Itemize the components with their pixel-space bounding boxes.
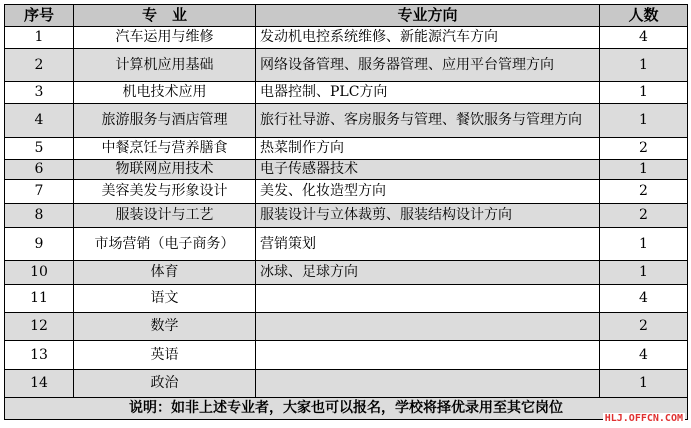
row-direction: 网络设备管理、服务器管理、应用平台管理方向 (256, 49, 600, 82)
row-index: 7 (5, 180, 74, 204)
row-count: 1 (600, 160, 688, 180)
row-major: 物联网应用技术 (74, 160, 256, 180)
row-index: 2 (5, 49, 74, 82)
table-row (5, 204, 688, 228)
table-row (5, 341, 688, 370)
row-count: 2 (600, 313, 688, 341)
table-row (5, 82, 688, 104)
row-direction (256, 341, 600, 370)
row-count: 1 (600, 228, 688, 261)
table-row (5, 370, 688, 398)
row-direction: 服装设计与立体裁剪、服装结构设计方向 (256, 204, 600, 228)
row-major: 中餐烹饪与营养膳食 (74, 138, 256, 160)
row-direction: 美发、化妆造型方向 (256, 180, 600, 204)
row-count: 2 (600, 180, 688, 204)
row-index: 4 (5, 104, 74, 138)
header-index: 序号 (5, 5, 74, 27)
row-major: 英语 (74, 341, 256, 370)
note-row (5, 398, 688, 420)
table-row (5, 261, 688, 285)
row-count: 1 (600, 104, 688, 138)
row-major: 体育 (74, 261, 256, 285)
recruitment-table (4, 4, 688, 420)
row-direction (256, 285, 600, 313)
table-row (5, 49, 688, 82)
site-watermark: HLJ.OFFCN.COM (604, 413, 683, 424)
row-direction (256, 370, 600, 398)
row-major: 数学 (74, 313, 256, 341)
row-major: 政治 (74, 370, 256, 398)
table-row (5, 138, 688, 160)
table-row (5, 104, 688, 138)
table-row (5, 313, 688, 341)
row-count: 2 (600, 138, 688, 160)
row-major: 市场营销（电子商务） (74, 228, 256, 261)
row-direction: 热菜制作方向 (256, 138, 600, 160)
row-major: 计算机应用基础 (74, 49, 256, 82)
row-direction: 营销策划 (256, 228, 600, 261)
row-index: 9 (5, 228, 74, 261)
row-index: 11 (5, 285, 74, 313)
row-major: 美容美发与形象设计 (74, 180, 256, 204)
row-index: 3 (5, 82, 74, 104)
row-index: 1 (5, 27, 74, 49)
row-index: 10 (5, 261, 74, 285)
row-major: 服装设计与工艺 (74, 204, 256, 228)
row-direction (256, 313, 600, 341)
row-index: 8 (5, 204, 74, 228)
row-major: 汽车运用与维修 (74, 27, 256, 49)
header-row (5, 5, 688, 27)
row-direction: 冰球、足球方向 (256, 261, 600, 285)
row-count: 1 (600, 370, 688, 398)
row-direction: 电器控制、PLC方向 (256, 82, 600, 104)
row-count: 2 (600, 204, 688, 228)
table-row (5, 160, 688, 180)
row-count: 4 (600, 285, 688, 313)
table-row (5, 27, 688, 49)
row-count: 1 (600, 261, 688, 285)
row-direction: 旅行社导游、客房服务与管理、餐饮服务与管理方向 (256, 104, 600, 138)
row-count: 4 (600, 341, 688, 370)
header-count: 人数 (600, 5, 688, 27)
row-count: 4 (600, 27, 688, 49)
row-major: 机电技术应用 (74, 82, 256, 104)
row-major: 语文 (74, 285, 256, 313)
row-direction: 发动机电控系统维修、新能源汽车方向 (256, 27, 600, 49)
row-index: 12 (5, 313, 74, 341)
table-row (5, 180, 688, 204)
header-direction: 专业方向 (256, 5, 600, 27)
row-count: 1 (600, 82, 688, 104)
row-index: 6 (5, 160, 74, 180)
table-row (5, 228, 688, 261)
row-index: 13 (5, 341, 74, 370)
row-index: 5 (5, 138, 74, 160)
row-count: 1 (600, 49, 688, 82)
row-major: 旅游服务与酒店管理 (74, 104, 256, 138)
header-major: 专 业 (74, 5, 256, 27)
row-index: 14 (5, 370, 74, 398)
note-text: 说明：如非上述专业者，大家也可以报名，学校将择优录用至其它岗位 (5, 398, 688, 420)
table-row (5, 285, 688, 313)
row-direction: 电子传感器技术 (256, 160, 600, 180)
